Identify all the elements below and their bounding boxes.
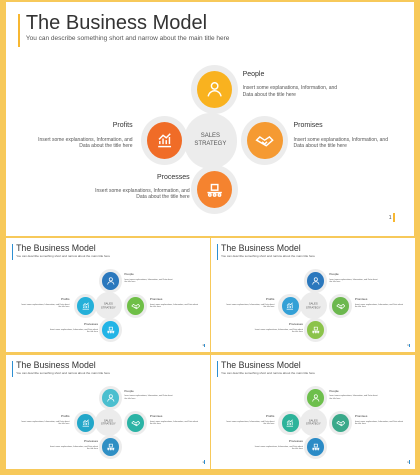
handshake-icon <box>131 301 141 311</box>
slide-title: The Business Model <box>16 242 96 253</box>
page-number-bar <box>204 344 205 347</box>
center-label: SALES STRATEGY <box>305 418 321 426</box>
center-halo <box>184 113 238 168</box>
slide-main[interactable] <box>6 2 413 236</box>
people-node[interactable] <box>197 71 232 108</box>
slide-thumbnail[interactable] <box>6 238 210 352</box>
profits-label: Profits <box>112 122 133 130</box>
people-node[interactable] <box>102 272 120 290</box>
promises-label: Promises <box>354 296 368 301</box>
slide-thumbnail[interactable] <box>211 355 415 469</box>
profits-label: Profits <box>265 296 275 301</box>
processes-node[interactable] <box>197 171 232 208</box>
people-desc: Insert some explanations, Information, and Data about the title here <box>329 278 378 284</box>
center-halo <box>95 409 122 436</box>
processes-node[interactable] <box>307 321 325 339</box>
title-accent-bar <box>217 244 218 260</box>
page-number-bar <box>393 213 395 222</box>
people-label: People <box>329 271 339 276</box>
conveyor-icon <box>205 180 224 200</box>
promises-node[interactable] <box>127 414 145 432</box>
person-icon <box>205 79 224 99</box>
promises-desc: Insert some explanations, Information, and Data about the title here <box>149 303 199 309</box>
center-label: SALES STRATEGY <box>100 301 116 309</box>
people-label: People <box>124 388 134 393</box>
chart-icon <box>155 130 174 150</box>
slide-title: The Business Model <box>25 11 208 34</box>
slide-subtitle: You can describe something short and narrow about the main title here <box>25 35 230 43</box>
chart-icon <box>285 418 295 428</box>
people-desc: Insert some explanations, Information, and Data about the title here <box>124 278 173 284</box>
handshake-icon <box>336 418 346 428</box>
profits-node[interactable] <box>77 414 95 432</box>
profits-node[interactable] <box>147 122 182 159</box>
promises-node[interactable] <box>127 297 145 315</box>
profits-label: Profits <box>265 413 275 418</box>
title-accent-bar <box>12 361 13 377</box>
promises-label: Promises <box>293 122 323 130</box>
promises-desc: Insert some explanations, Information, and Data about the title here <box>354 303 403 309</box>
center-label: SALES STRATEGY <box>100 418 116 426</box>
slide-thumbnail[interactable] <box>6 355 210 469</box>
processes-label: Processes <box>83 438 98 443</box>
profits-desc: Insert some explanations, Information, and Data about the title here <box>21 420 70 426</box>
promises-desc: Insert some explanations, Information, and Data about the title here <box>293 136 388 150</box>
handshake-icon <box>336 301 346 311</box>
profits-node[interactable] <box>282 297 300 315</box>
page-number: 1 <box>202 342 204 347</box>
center-halo <box>300 409 327 436</box>
page-number: 1 <box>407 459 409 464</box>
processes-label: Processes <box>288 438 303 443</box>
chart-icon <box>285 301 295 311</box>
slide-subtitle: You can describe something short and narrow about the main title here <box>221 371 315 376</box>
people-label: People <box>329 388 339 393</box>
profits-label: Profits <box>60 413 70 418</box>
promises-label: Promises <box>149 296 163 301</box>
person-icon <box>106 393 116 403</box>
chart-icon <box>81 418 91 428</box>
processes-desc: Insert some explanations, Information, and Data about the title here <box>254 445 303 451</box>
profits-desc: Insert some explanations, Information, and Data about the title here <box>226 420 275 426</box>
person-icon <box>311 393 321 403</box>
person-icon <box>106 276 116 286</box>
conveyor-icon <box>106 442 116 452</box>
profits-label: Profits <box>60 296 70 301</box>
people-desc: Insert some explanations, Information, and Data about the title here <box>242 85 338 98</box>
slide-title: The Business Model <box>16 359 96 370</box>
conveyor-icon <box>106 325 116 335</box>
center-label: SALES STRATEGY <box>194 133 227 147</box>
page-number: 1 <box>407 342 409 347</box>
promises-node[interactable] <box>247 122 282 159</box>
slide-title: The Business Model <box>221 242 301 253</box>
processes-desc: Insert some explanations, Information, and Data about the title here <box>49 328 98 334</box>
people-label: People <box>242 70 265 78</box>
people-label: People <box>124 271 134 276</box>
processes-desc: Insert some explanations, Information, and Data about the title here <box>254 328 303 334</box>
processes-label: Processes <box>288 321 303 326</box>
page-number: 1 <box>388 215 392 222</box>
slide-subtitle: You can describe something short and narrow about the main title here <box>16 371 111 376</box>
processes-node[interactable] <box>102 438 120 456</box>
handshake-icon <box>131 418 141 428</box>
promises-node[interactable] <box>332 414 350 432</box>
center-halo <box>300 292 327 319</box>
people-desc: Insert some explanations, Information, and Data about the title here <box>124 395 173 401</box>
chart-icon <box>81 301 91 311</box>
slide-thumbnail[interactable] <box>211 238 415 352</box>
promises-desc: Insert some explanations, Information, and Data about the title here <box>354 420 403 426</box>
promises-desc: Insert some explanations, Information, and Data about the title here <box>149 420 199 426</box>
profits-desc: Insert some explanations, Information, and Data about the title here <box>226 303 275 309</box>
people-desc: Insert some explanations, Information, and Data about the title here <box>329 395 378 401</box>
page-number-bar <box>204 460 205 463</box>
center-label: SALES STRATEGY <box>305 301 321 309</box>
slide-subtitle: You can describe something short and narrow about the main title here <box>16 254 111 259</box>
profits-desc: Insert some explanations, Information, and Data about the title here <box>38 136 133 150</box>
page-number: 1 <box>202 459 204 464</box>
processes-label: Processes <box>156 173 190 181</box>
slide-title: The Business Model <box>221 359 301 370</box>
processes-desc: Insert some explanations, Information, and Data about the title here <box>95 187 190 201</box>
title-accent-bar <box>18 14 20 47</box>
page-number-bar <box>409 460 410 463</box>
conveyor-icon <box>311 442 321 452</box>
profits-desc: Insert some explanations, Information, and Data about the title here <box>21 303 70 309</box>
promises-label: Promises <box>354 413 368 418</box>
conveyor-icon <box>311 325 321 335</box>
handshake-icon <box>255 130 274 150</box>
people-node[interactable] <box>307 389 325 407</box>
page-number-bar <box>409 344 410 347</box>
slide-subtitle: You can describe something short and narrow about the main title here <box>221 254 315 259</box>
title-accent-bar <box>12 244 13 260</box>
promises-label: Promises <box>149 413 163 418</box>
profits-node[interactable] <box>282 414 300 432</box>
people-node[interactable] <box>102 389 120 407</box>
people-node[interactable] <box>307 272 325 290</box>
center-halo <box>95 292 122 319</box>
person-icon <box>311 276 321 286</box>
processes-node[interactable] <box>102 321 120 339</box>
processes-label: Processes <box>83 321 98 326</box>
processes-desc: Insert some explanations, Information, and Data about the title here <box>49 445 98 451</box>
profits-node[interactable] <box>77 297 95 315</box>
promises-node[interactable] <box>332 297 350 315</box>
processes-node[interactable] <box>307 438 325 456</box>
title-accent-bar <box>217 361 218 377</box>
